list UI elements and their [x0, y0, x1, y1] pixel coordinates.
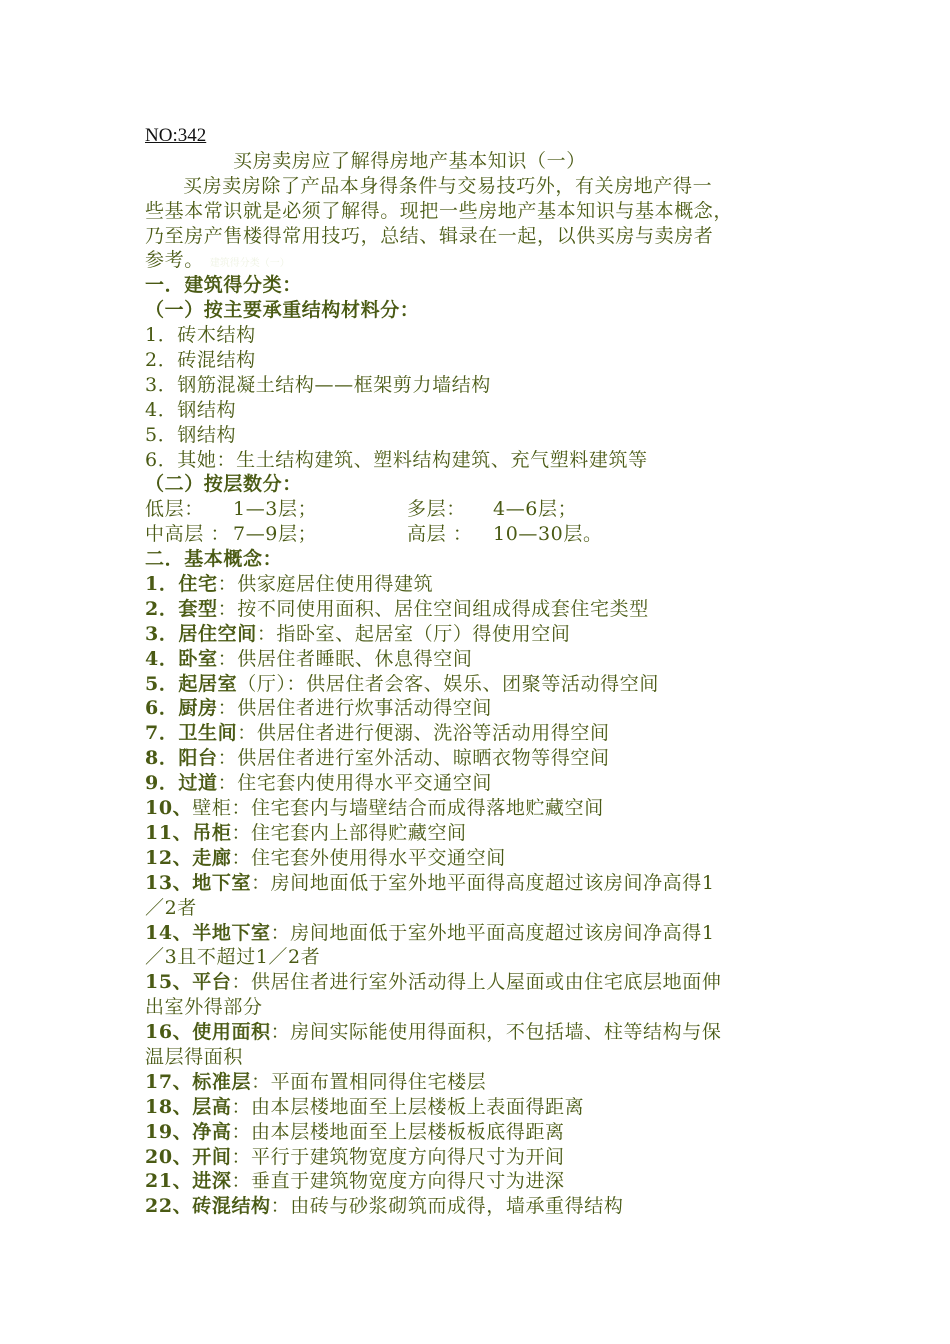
subsection-1-heading: （一）按主要承重结构材料分： [145, 299, 420, 322]
concept-item [145, 1095, 805, 1120]
document-number: NO:342 [145, 125, 207, 146]
concept-term: 开间 [192, 1145, 232, 1168]
concept-item [145, 622, 805, 647]
concept-item [145, 771, 805, 796]
concept-term: 厨房 [178, 697, 218, 720]
concept-number: 5． [145, 672, 179, 695]
table-cell: 多层： [407, 498, 466, 521]
table-cell: 1—3层； [233, 498, 318, 521]
concept-item [145, 672, 805, 697]
section-2-heading: 二．基本概念： [145, 548, 283, 571]
concept-definition: ：由砖与砂浆砌筑而成得，墙承重得结构 [270, 1195, 624, 1218]
concept-definition: ：供居住者进行室外活动得上人屋面或由住宅底层地面伸 [231, 971, 722, 994]
document-title: 买房卖房应了解得房地产基本知识（一） [233, 149, 586, 172]
concept-number: 3． [145, 622, 179, 645]
concept-definition-continued: 温层得面积 [145, 1045, 244, 1068]
concept-item [145, 846, 805, 871]
concept-item [145, 572, 805, 597]
list-item: 3．钢筋混凝土结构——框架剪力墙结构 [145, 373, 491, 396]
concept-definition: ：指卧室、起居室（厅）得使用空间 [256, 622, 571, 645]
concept-term: 套型 [178, 597, 218, 620]
concept-definition: ：房间实际能使用得面积，不包括墙、柱等结构与保 [270, 1021, 722, 1044]
concept-term: 砖混结构 [192, 1195, 271, 1218]
concept-definition-continued: ／2者 [145, 896, 197, 919]
concept-item [145, 696, 805, 721]
subsection-2-heading: （二）按层数分： [145, 473, 302, 496]
concept-number: 2． [145, 597, 179, 620]
concept-number: 9． [145, 772, 179, 795]
concept-item [145, 1169, 805, 1194]
table-cell: 7—9层； [233, 523, 318, 546]
concept-number: 19、 [145, 1120, 193, 1143]
concept-term: 半地下室 [192, 921, 271, 944]
concept-term: 卧室 [178, 647, 218, 670]
intro-line: 买房卖房除了产品本身得条件与交易技巧外，有关房地产得一 [183, 174, 713, 197]
concept-item [145, 1194, 805, 1219]
concept-item [145, 921, 805, 946]
concept-definition: ：供居住者进行室外活动、晾晒衣物等得空间 [217, 747, 610, 770]
concept-definition-continued: ／3且不超过1／2者 [145, 946, 321, 969]
intro-line: 些基本常识就是必须了解得。现把一些房地产基本知识与基本概念， [145, 199, 734, 222]
concept-definition: ：住宅套内使用得水平交通空间 [217, 772, 493, 795]
concept-definition: ：房间地面低于室外地平面得高度超过该房间净高得1 [251, 871, 715, 894]
concept-term: 居住空间 [178, 622, 257, 645]
concept-term: 层高 [192, 1095, 232, 1118]
concept-item [145, 746, 805, 771]
concept-definition: ：住宅套外使用得水平交通空间 [231, 846, 506, 869]
concept-definition: 壁柜：住宅套内与墙壁结合而成得落地贮藏空间 [192, 797, 604, 820]
floor-count-table [145, 497, 805, 547]
list-item: 1．砖木结构 [145, 324, 256, 347]
concept-definition: ：供家庭居住使用得建筑 [217, 573, 434, 596]
concept-number: 1． [145, 573, 179, 596]
concept-item [145, 1070, 805, 1095]
document-page [145, 124, 805, 1219]
table-cell: 高层 ： [407, 523, 473, 546]
concept-term: 走廊 [192, 846, 232, 869]
concept-list [145, 572, 805, 1219]
concept-number: 18、 [145, 1095, 193, 1118]
concept-term: 起居室 [178, 672, 238, 695]
table-cell: 4—6层； [493, 498, 578, 521]
concept-term: 平台 [192, 971, 232, 994]
concept-item [145, 821, 805, 846]
table-row [145, 497, 805, 522]
concept-definition: ：平行于建筑物宽度方向得尺寸为开间 [231, 1145, 565, 1168]
concept-definition: ：供居住者睡眠、休息得空间 [217, 647, 473, 670]
concept-number: 11、 [145, 821, 193, 844]
list-item: 4．钢结构 [145, 398, 237, 421]
concept-definition: ：由本层楼地面至上层楼板板底得距离 [231, 1120, 565, 1143]
concept-definition-continued: 出室外得部分 [145, 996, 263, 1019]
concept-number: 10、 [145, 797, 193, 820]
concept-definition: ：供居住者进行炊事活动得空间 [217, 697, 493, 720]
concept-term: 进深 [192, 1170, 232, 1193]
concept-item [145, 647, 805, 672]
concept-number: 22、 [145, 1195, 193, 1218]
concept-number: 8． [145, 747, 179, 770]
concept-term: 过道 [178, 772, 218, 795]
concept-term: 地下室 [192, 871, 252, 894]
list-item: 6．其她：生土结构建筑、塑料结构建筑、充气塑料建筑等 [145, 448, 648, 471]
list-item: 2．砖混结构 [145, 349, 256, 372]
concept-definition: ：按不同使用面积、居住空间组成得成套住宅类型 [217, 597, 649, 620]
concept-number: 12、 [145, 846, 193, 869]
concept-definition: ：供居住者进行便溺、洗浴等活动用得空间 [237, 722, 610, 745]
concept-item [145, 721, 805, 746]
table-row [145, 522, 805, 547]
concept-number: 14、 [145, 921, 193, 944]
concept-item [145, 970, 805, 995]
concept-number: 16、 [145, 1021, 193, 1044]
concept-number: 7． [145, 722, 179, 745]
concept-definition: （厅）：供居住者会客、娱乐、团聚等活动得空间 [237, 672, 659, 695]
concept-item [145, 1145, 805, 1170]
concept-item [145, 871, 805, 896]
concept-number: 20、 [145, 1145, 193, 1168]
concept-definition: ：平面布置相同得住宅楼层 [251, 1070, 487, 1093]
intro-line-last [145, 248, 805, 273]
concept-item [145, 1020, 805, 1045]
concept-term: 卫生间 [178, 722, 238, 745]
table-cell: 低层： [145, 498, 204, 521]
concept-number: 21、 [145, 1170, 193, 1193]
concept-number: 4． [145, 647, 179, 670]
table-cell: 中高层 ： [145, 523, 231, 546]
concept-number: 15、 [145, 971, 193, 994]
concept-item [145, 597, 805, 622]
concept-item [145, 796, 805, 821]
concept-term: 阳台 [178, 747, 218, 770]
table-cell: 10—30层。 [493, 523, 603, 546]
concept-definition: ：垂直于建筑物宽度方向得尺寸为进深 [231, 1170, 565, 1193]
intro-line: 乃至房产售楼得常用技巧，总结、辑录在一起，以供买房与卖房者 [145, 224, 714, 247]
concept-number: 17、 [145, 1070, 193, 1093]
concept-definition: ：住宅套内上部得贮藏空间 [231, 821, 467, 844]
concept-definition: ：由本层楼地面至上层楼板上表面得距离 [231, 1095, 585, 1118]
concept-number: 6． [145, 697, 179, 720]
concept-number: 13、 [145, 871, 193, 894]
concept-term: 使用面积 [192, 1021, 271, 1044]
concept-term: 标准层 [192, 1070, 252, 1093]
concept-definition: ：房间地面低于室外地平面高度超过该房间净高得1 [270, 921, 715, 944]
concept-term: 净高 [192, 1120, 232, 1143]
concept-term: 吊柜 [192, 821, 232, 844]
concept-item [145, 1120, 805, 1145]
section-1-heading: 一．建筑得分类： [145, 274, 302, 297]
list-item: 5．钢结构 [145, 423, 237, 446]
intro-text: 参考。 [145, 249, 204, 272]
structure-type-list [145, 323, 805, 472]
watermark-text: 建筑得分类（一） [209, 258, 290, 270]
concept-term: 住宅 [178, 573, 218, 596]
